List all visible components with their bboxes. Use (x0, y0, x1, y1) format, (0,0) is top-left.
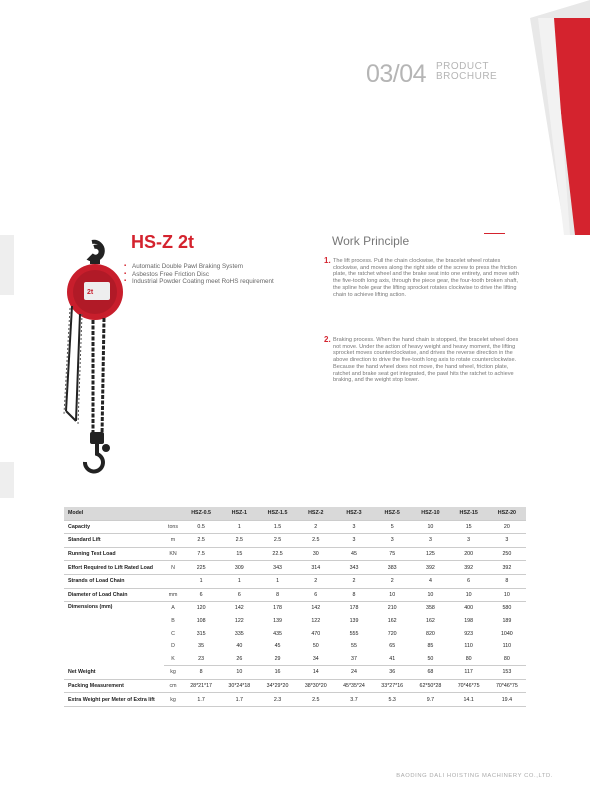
row-label: Dimensions (mm) (68, 604, 113, 611)
table-row (64, 588, 526, 602)
table-cell: 14.1 (450, 693, 488, 707)
table-cell: 30*24*18 (220, 679, 258, 693)
table-cell: 225 (182, 561, 220, 575)
table-cell: 8 (335, 588, 373, 602)
table-cell: 392 (450, 561, 488, 575)
row-label: Extra Weight per Meter of Extra lift (64, 693, 164, 707)
table-cell: 3 (450, 534, 488, 548)
table-cell: 23 (182, 653, 220, 666)
table-cell: 33*27*16 (373, 679, 411, 693)
table-cell: 10 (411, 588, 449, 602)
feature-list (124, 263, 274, 286)
table-cell: 75 (373, 547, 411, 561)
table-cell: 10 (220, 666, 258, 680)
column-header: HSZ-5 (373, 507, 411, 520)
table-cell: 122 (234, 618, 244, 625)
table-cell: 41 (373, 653, 411, 666)
table-cell: 309 (220, 561, 258, 575)
table-cell: 6 (450, 574, 488, 588)
table-cell: 1 (182, 574, 220, 588)
row-label: Net Weight (64, 666, 164, 680)
table-cell: 2 (297, 520, 335, 534)
brochure-label-line2: BROCHURE (436, 71, 498, 82)
table-cell: 122 (311, 618, 321, 625)
table-cell: 189 (502, 618, 512, 625)
table-cell: 923 (464, 630, 474, 637)
table-cell: K (164, 653, 182, 666)
table-cell: 9.7 (411, 693, 449, 707)
table-cell: 85 (427, 643, 434, 650)
item-text: The lift process. Pull the chain clockwise, the bracelet wheel rotates clockwise, and moves along the right side of the screw to press the friction plate, the ratchet wheel and the brake seat into one entirety, and move with the five-tooth long axis, through the piece gear, the four-tooth broken shaft, the spline hole gear the lifting sprocket rotates clockwise to drive the lifting chain to achieve lifting action. (333, 258, 519, 298)
table-cell: 26 (220, 653, 258, 666)
table-cell: 29 (258, 653, 296, 666)
table-cell: 343 (258, 561, 296, 575)
table-row (64, 534, 526, 548)
table-cell: 162 (426, 618, 435, 625)
table-cell: 24 (335, 666, 373, 680)
table-cell: mm (164, 588, 182, 602)
table-cell: kg (164, 693, 182, 707)
table-row (64, 574, 526, 588)
table-cell: 117 (450, 666, 488, 680)
table-cell: 2.5 (220, 534, 258, 548)
table-cell: 14 (297, 666, 335, 680)
table-cell: 55 (351, 643, 357, 650)
table-cell: 343 (335, 561, 373, 575)
table-cell: 198 (464, 618, 474, 625)
table-cell: 555 (349, 630, 359, 637)
table-cell: kg (164, 666, 182, 680)
table-cell: 200 (450, 547, 488, 561)
table-cell: 400 (464, 605, 474, 612)
item-text: Braking process. When the hand chain is stopped, the bracelet wheel does not move. Under the action of heavy weight and heavy moment, the lifting sprocket moves counterclockwise, and drives the reverse direction in the above direction to drive the five-tooth long axis to rotate counterclockwise. Because the hand wheel does not move, the hand wheel, friction plate, ratchet and brake seat get integrated, the pawl hits the ratchet to achieve braking, and the weight stop lower. (333, 337, 519, 384)
column-header (164, 507, 182, 520)
column-header: HSZ-15 (450, 507, 488, 520)
table-cell: 35 (198, 643, 205, 650)
brochure-label (436, 62, 497, 82)
row-label: Diameter of Load Chain (64, 588, 164, 602)
table-cell: 62*50*28 (411, 679, 449, 693)
table-cell: 50 (312, 643, 319, 650)
table-cell: 142 (234, 605, 244, 612)
column-header: HSZ-10 (411, 507, 449, 520)
table-cell (164, 574, 182, 588)
table-cell: 28*21*17 (182, 679, 220, 693)
table-cell: 15 (450, 520, 488, 534)
page-number: 03/04 (366, 60, 427, 88)
table-cell: 16 (258, 666, 296, 680)
row-label: Running Test Load (64, 547, 164, 561)
table-cell: 38*30*20 (297, 679, 335, 693)
table-cell: 50 (411, 653, 449, 666)
table-cell: 34*29*20 (258, 679, 296, 693)
table-cell: A (171, 605, 175, 612)
table-cell: 580 (502, 605, 512, 612)
table-cell: 70*46*75 (488, 679, 526, 693)
table-cell: 3 (411, 534, 449, 548)
table-cell: 15 (220, 547, 258, 561)
edge-tab-upper (0, 235, 14, 295)
row-label: Effort Required to Lift Rated Load (64, 561, 164, 575)
item-number: 2. (324, 335, 331, 344)
column-header: HSZ-20 (488, 507, 526, 520)
table-cell: tons (164, 520, 182, 534)
table-cell: 22.5 (258, 547, 296, 561)
table-row (64, 666, 526, 680)
table-cell: 6 (220, 588, 258, 602)
table-row (64, 679, 526, 693)
table-cell: 250 (488, 547, 526, 561)
table-cell: 383 (373, 561, 411, 575)
table-cell: 7.5 (182, 547, 220, 561)
table-cell: 178 (349, 605, 359, 612)
table-cell: N (164, 561, 182, 575)
column-header: Model (64, 507, 164, 520)
item-number: 1. (324, 256, 331, 265)
table-cell: 3 (335, 520, 373, 534)
table-cell: 34 (297, 653, 335, 666)
table-row (64, 520, 526, 534)
table-cell: 36 (373, 666, 411, 680)
table-cell: 314 (297, 561, 335, 575)
table-cell: 3 (335, 534, 373, 548)
table-cell: 2.5 (258, 534, 296, 548)
table-cell: 10 (450, 588, 488, 602)
table-cell: 10 (488, 588, 526, 602)
table-cell: 45*35*24 (335, 679, 373, 693)
table-cell: 6 (182, 588, 220, 602)
table-cell: 0.5 (182, 520, 220, 534)
table-cell: 80 (450, 653, 488, 666)
table-cell: 178 (273, 605, 282, 612)
column-header: HSZ-3 (335, 507, 373, 520)
table-cell: 2 (297, 574, 335, 588)
table-cell: 139 (273, 618, 282, 625)
table-cell: 45 (274, 643, 281, 650)
edge-tab-lower (0, 462, 14, 498)
feature-item: ▪ Industrial Powder Coating meet RoHS requirement (124, 278, 274, 286)
table-cell: 110 (464, 643, 473, 650)
column-header: HSZ-1 (220, 507, 258, 520)
table-cell: 1 (220, 574, 258, 588)
table-row (64, 561, 526, 575)
table-cell: 45 (335, 547, 373, 561)
table-cell: C (171, 630, 175, 637)
table-cell: 8 (258, 588, 296, 602)
table-cell: 110 (502, 643, 512, 650)
table-row (64, 602, 526, 615)
product-title: HS-Z 2t (131, 232, 194, 252)
table-cell: 1.5 (258, 520, 296, 534)
table-cell: m (164, 534, 182, 548)
row-label: Standard Lift (64, 534, 164, 548)
table-cell: 40 (236, 643, 243, 650)
table-cell: 139 (349, 618, 359, 625)
feature-item: ▪ Automatic Double Pawl Braking System (124, 263, 274, 271)
table-cell: 3 (488, 534, 526, 548)
table-cell: 1.7 (220, 693, 258, 707)
work-principle-item (324, 337, 524, 384)
table-cell: 2.5 (182, 534, 220, 548)
table-cell: cm (164, 679, 182, 693)
table-cell: 162 (387, 618, 397, 625)
column-header: HSZ-2 (297, 507, 335, 520)
table-cell: 2 (335, 574, 373, 588)
hoist-capacity-badge: 2t (87, 289, 94, 296)
column-header: HSZ-1.5 (258, 507, 296, 520)
feature-item: ▪ Asbestos Free Friction Disc (124, 271, 274, 279)
table-cell: 19.4 (488, 693, 526, 707)
table-cell: 1 (220, 520, 258, 534)
table-cell: 1.7 (182, 693, 220, 707)
table-cell: 2.5 (297, 693, 335, 707)
row-label: Strands of Load Chain (64, 574, 164, 588)
table-cell: 210 (387, 605, 397, 612)
table-cell: 4 (411, 574, 449, 588)
table-cell: 1 (258, 574, 296, 588)
red-corner-decoration (530, 0, 590, 235)
table-cell: 153 (488, 666, 526, 680)
table-header-row (64, 507, 526, 520)
table-cell: 5 (373, 520, 411, 534)
table-cell: 720 (387, 630, 397, 637)
table-cell: 65 (389, 643, 396, 650)
table-cell: 3.7 (335, 693, 373, 707)
table-cell: 108 (196, 618, 206, 625)
table-cell: 20 (488, 520, 526, 534)
table-cell: 5.3 (373, 693, 411, 707)
table-cell: 470 (311, 630, 321, 637)
table-cell: 10 (411, 520, 449, 534)
table-cell: 392 (488, 561, 526, 575)
table-cell: 70*46*75 (450, 679, 488, 693)
table-cell: 8 (182, 666, 220, 680)
table-cell: 80 (488, 653, 526, 666)
table-cell: 2.5 (297, 534, 335, 548)
table-cell: 335 (234, 630, 244, 637)
table-cell: 10 (373, 588, 411, 602)
table-cell: 358 (426, 605, 435, 612)
table-row (64, 693, 526, 707)
table-cell: 30 (297, 547, 335, 561)
row-label: Capacity (64, 520, 164, 534)
company-name: BAODING DALI HOISTING MACHINERY CO.,LTD. (396, 773, 553, 779)
table-cell: 392 (411, 561, 449, 575)
column-header: HSZ-0.5 (182, 507, 220, 520)
brochure-label-line1: PRODUCT (436, 61, 489, 72)
row-label: Packing Measurement (64, 679, 164, 693)
table-cell: 142 (311, 605, 321, 612)
table-cell: 1040 (500, 630, 513, 637)
table-cell: 125 (411, 547, 449, 561)
table-cell: 68 (411, 666, 449, 680)
specification-table (64, 507, 526, 707)
table-cell: KN (164, 547, 182, 561)
work-principle-title: Work Principle (332, 234, 410, 248)
table-cell: 820 (426, 630, 435, 637)
title-accent-line (484, 233, 505, 234)
table-cell: 2.3 (258, 693, 296, 707)
table-cell: 315 (196, 630, 206, 637)
table-cell: 120 (196, 605, 206, 612)
table-cell: D (171, 643, 175, 650)
table-cell: 3 (373, 534, 411, 548)
table-cell: 2 (373, 574, 411, 588)
table-cell: 6 (297, 588, 335, 602)
table-cell: B (171, 618, 175, 625)
table-cell: 37 (335, 653, 373, 666)
table-cell: 435 (273, 630, 282, 637)
table-row (64, 547, 526, 561)
table-cell: 8 (488, 574, 526, 588)
work-principle-item (324, 258, 524, 298)
